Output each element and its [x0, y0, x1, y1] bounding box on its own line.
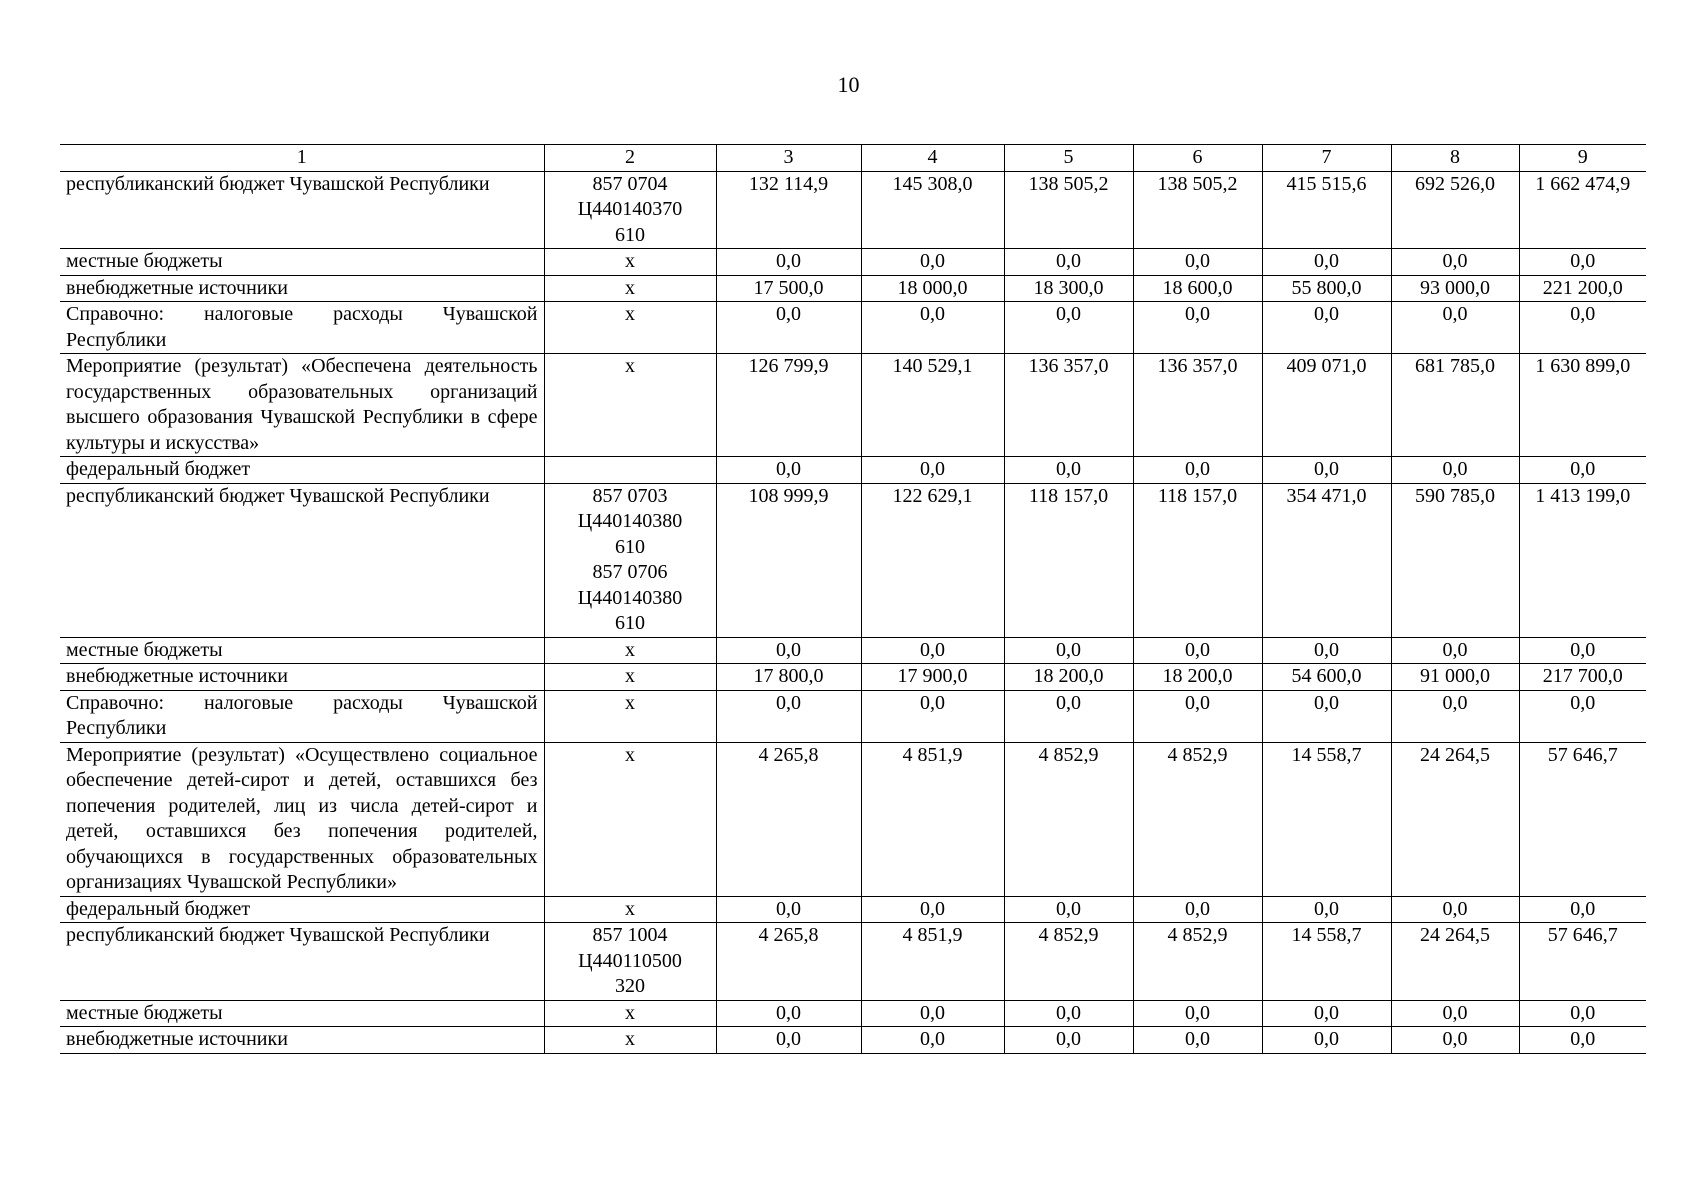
- column-header: 2: [544, 145, 716, 172]
- budget-code-line: 320: [615, 975, 645, 997]
- budget-code-cell: [544, 457, 716, 484]
- row-name: внебюджетные источники: [60, 275, 544, 302]
- row-name: Мероприятие (результат) «Обеспечена деятельность государственных образовательных организаций высшего образования Чувашской Республики в сфере культуры и искусства»: [60, 354, 544, 457]
- value-cell: 4 852,9: [1004, 923, 1133, 1001]
- value-cell: 108 999,9: [716, 483, 861, 637]
- budget-code-line: 610: [615, 612, 645, 634]
- table-body: [60, 145, 1646, 1054]
- table-row: [60, 483, 1646, 637]
- value-cell: 0,0: [1262, 637, 1391, 664]
- value-cell: 0,0: [1519, 1000, 1646, 1027]
- table-row: [60, 457, 1646, 484]
- value-cell: 0,0: [1262, 690, 1391, 742]
- column-header: 7: [1262, 145, 1391, 172]
- column-header: 5: [1004, 145, 1133, 172]
- budget-code-line: х: [625, 250, 635, 272]
- value-cell: 122 629,1: [861, 483, 1004, 637]
- column-header: 3: [716, 145, 861, 172]
- value-cell: 18 000,0: [861, 275, 1004, 302]
- value-cell: 0,0: [1133, 1000, 1262, 1027]
- page-number: 10: [837, 72, 860, 97]
- value-cell: 0,0: [861, 1027, 1004, 1054]
- row-name: местные бюджеты: [60, 637, 544, 664]
- value-cell: 18 200,0: [1133, 664, 1262, 691]
- value-cell: 18 300,0: [1004, 275, 1133, 302]
- table-row: [60, 742, 1646, 896]
- value-cell: 0,0: [1133, 249, 1262, 276]
- budget-code-line: х: [625, 665, 635, 687]
- value-cell: 136 357,0: [1004, 354, 1133, 457]
- value-cell: 0,0: [1519, 249, 1646, 276]
- table-row: [60, 171, 1646, 249]
- row-name: федеральный бюджет: [60, 896, 544, 923]
- value-cell: 4 265,8: [716, 742, 861, 896]
- value-cell: 0,0: [1519, 896, 1646, 923]
- row-name: республиканский бюджет Чувашской Республики: [60, 171, 544, 249]
- value-cell: 0,0: [1262, 896, 1391, 923]
- value-cell: 0,0: [861, 249, 1004, 276]
- budget-table: [60, 144, 1646, 1054]
- value-cell: 0,0: [716, 690, 861, 742]
- value-cell: 1 662 474,9: [1519, 171, 1646, 249]
- value-cell: 91 000,0: [1391, 664, 1519, 691]
- value-cell: 0,0: [1004, 302, 1133, 354]
- column-header: 8: [1391, 145, 1519, 172]
- budget-code-cell: [544, 896, 716, 923]
- value-cell: 0,0: [1004, 1027, 1133, 1054]
- budget-code-cell: [544, 275, 716, 302]
- value-cell: 0,0: [716, 1000, 861, 1027]
- value-cell: 0,0: [861, 690, 1004, 742]
- value-cell: 126 799,9: [716, 354, 861, 457]
- table-row: [60, 249, 1646, 276]
- value-cell: 4 851,9: [861, 923, 1004, 1001]
- value-cell: 0,0: [716, 896, 861, 923]
- value-cell: 0,0: [1391, 637, 1519, 664]
- value-cell: 0,0: [1133, 896, 1262, 923]
- value-cell: 17 800,0: [716, 664, 861, 691]
- value-cell: 1 630 899,0: [1519, 354, 1646, 457]
- budget-code-line: 857 0706: [592, 561, 668, 583]
- value-cell: 0,0: [716, 637, 861, 664]
- value-cell: 0,0: [1391, 1027, 1519, 1054]
- value-cell: 18 200,0: [1004, 664, 1133, 691]
- value-cell: 0,0: [1519, 457, 1646, 484]
- value-cell: 0,0: [861, 637, 1004, 664]
- budget-code-cell: [544, 1027, 716, 1054]
- value-cell: 0,0: [861, 896, 1004, 923]
- value-cell: 0,0: [1262, 1027, 1391, 1054]
- budget-code-line: х: [625, 897, 635, 920]
- table-row: [60, 923, 1646, 1001]
- budget-code-line: 857 0704: [592, 172, 668, 195]
- table-row: [60, 690, 1646, 742]
- budget-code-cell: [544, 483, 716, 637]
- value-cell: 1 413 199,0: [1519, 483, 1646, 637]
- budget-code-line: Ц440140380: [577, 586, 683, 609]
- value-cell: 140 529,1: [861, 354, 1004, 457]
- budget-code-line: х: [625, 276, 635, 299]
- value-cell: 24 264,5: [1391, 923, 1519, 1001]
- budget-code-cell: [544, 1000, 716, 1027]
- value-cell: 0,0: [716, 1027, 861, 1054]
- budget-code-line: х: [625, 691, 635, 714]
- table-row: [60, 664, 1646, 691]
- budget-code-cell: [544, 637, 716, 664]
- value-cell: 118 157,0: [1004, 483, 1133, 637]
- value-cell: 0,0: [1262, 1000, 1391, 1027]
- value-cell: 93 000,0: [1391, 275, 1519, 302]
- row-name: Мероприятие (результат) «Осуществлено социальное обеспечение детей-сирот и детей, оставшихся без попечения родителей, лиц из числа детей-сирот и детей, оставшихся без попечения родителей, обучающихся в государственных образовательных организациях Чувашской Республики»: [60, 742, 544, 896]
- budget-code-line: х: [625, 303, 635, 325]
- value-cell: 0,0: [861, 1000, 1004, 1027]
- value-cell: 0,0: [1391, 457, 1519, 484]
- value-cell: 14 558,7: [1262, 742, 1391, 896]
- value-cell: 24 264,5: [1391, 742, 1519, 896]
- value-cell: 136 357,0: [1133, 354, 1262, 457]
- value-cell: 692 526,0: [1391, 171, 1519, 249]
- row-name: внебюджетные источники: [60, 1027, 544, 1054]
- value-cell: 681 785,0: [1391, 354, 1519, 457]
- row-name: республиканский бюджет Чувашской Республики: [60, 923, 544, 1001]
- value-cell: 0,0: [1004, 690, 1133, 742]
- value-cell: 0,0: [1519, 637, 1646, 664]
- budget-code-line: х: [625, 638, 635, 661]
- value-cell: 18 600,0: [1133, 275, 1262, 302]
- value-cell: 0,0: [716, 457, 861, 484]
- value-cell: 138 505,2: [1004, 171, 1133, 249]
- value-cell: 145 308,0: [861, 171, 1004, 249]
- value-cell: 0,0: [716, 249, 861, 276]
- budget-code-line: 610: [615, 535, 645, 558]
- row-name: местные бюджеты: [60, 249, 544, 276]
- value-cell: 0,0: [861, 302, 1004, 354]
- row-name: республиканский бюджет Чувашской Республики: [60, 483, 544, 637]
- value-cell: 0,0: [1391, 249, 1519, 276]
- budget-code-cell: [544, 249, 716, 276]
- value-cell: 4 265,8: [716, 923, 861, 1001]
- budget-code-line: х: [625, 1028, 635, 1050]
- table-row: [60, 302, 1646, 354]
- value-cell: 17 500,0: [716, 275, 861, 302]
- table-row: [60, 896, 1646, 923]
- budget-code-cell: [544, 690, 716, 742]
- value-cell: 0,0: [1519, 302, 1646, 354]
- value-cell: 0,0: [1262, 302, 1391, 354]
- value-cell: 57 646,7: [1519, 923, 1646, 1001]
- budget-code-line: 857 0703: [592, 484, 668, 507]
- budget-code-line: 857 1004: [592, 924, 668, 946]
- table-row: [60, 1000, 1646, 1027]
- value-cell: 0,0: [1004, 896, 1133, 923]
- value-cell: 0,0: [1391, 690, 1519, 742]
- value-cell: 54 600,0: [1262, 664, 1391, 691]
- value-cell: 0,0: [861, 457, 1004, 484]
- value-cell: 0,0: [1391, 896, 1519, 923]
- value-cell: 17 900,0: [861, 664, 1004, 691]
- value-cell: 0,0: [1133, 457, 1262, 484]
- value-cell: 0,0: [1262, 249, 1391, 276]
- column-header: 4: [861, 145, 1004, 172]
- value-cell: 0,0: [1133, 690, 1262, 742]
- value-cell: 0,0: [1391, 1000, 1519, 1027]
- value-cell: 132 114,9: [716, 171, 861, 249]
- table-row: [60, 354, 1646, 457]
- header-row: [60, 145, 1646, 172]
- value-cell: 138 505,2: [1133, 171, 1262, 249]
- budget-code-cell: [544, 923, 716, 1001]
- value-cell: 0,0: [1133, 637, 1262, 664]
- row-name: Справочно: налоговые расходы Чувашской Республики: [60, 302, 544, 354]
- value-cell: 118 157,0: [1133, 483, 1262, 637]
- value-cell: 14 558,7: [1262, 923, 1391, 1001]
- budget-code-line: х: [625, 355, 635, 377]
- budget-code-line: х: [625, 1001, 635, 1024]
- value-cell: 0,0: [1004, 637, 1133, 664]
- value-cell: 0,0: [1519, 690, 1646, 742]
- budget-code-cell: [544, 742, 716, 896]
- value-cell: 4 851,9: [861, 742, 1004, 896]
- value-cell: 221 200,0: [1519, 275, 1646, 302]
- value-cell: 415 515,6: [1262, 171, 1391, 249]
- value-cell: 0,0: [1004, 249, 1133, 276]
- column-header: 6: [1133, 145, 1262, 172]
- value-cell: 0,0: [1262, 457, 1391, 484]
- value-cell: 0,0: [716, 302, 861, 354]
- budget-code-cell: [544, 354, 716, 457]
- value-cell: 409 071,0: [1262, 354, 1391, 457]
- value-cell: 57 646,7: [1519, 742, 1646, 896]
- row-name: федеральный бюджет: [60, 457, 544, 484]
- row-name: внебюджетные источники: [60, 664, 544, 691]
- budget-code-line: Ц440110500: [578, 949, 682, 972]
- budget-code-line: х: [625, 743, 635, 766]
- row-name: Справочно: налоговые расходы Чувашской Республики: [60, 690, 544, 742]
- value-cell: 4 852,9: [1133, 742, 1262, 896]
- table-row: [60, 275, 1646, 302]
- budget-code-cell: [544, 171, 716, 249]
- value-cell: 217 700,0: [1519, 664, 1646, 691]
- value-cell: 4 852,9: [1133, 923, 1262, 1001]
- column-header: 1: [60, 145, 544, 172]
- value-cell: 0,0: [1004, 457, 1133, 484]
- budget-code-line: Ц440140380: [577, 510, 683, 532]
- budget-code-line: Ц440140370: [577, 198, 683, 220]
- row-name: местные бюджеты: [60, 1000, 544, 1027]
- table-row: [60, 637, 1646, 664]
- value-cell: 0,0: [1004, 1000, 1133, 1027]
- budget-code-cell: [544, 664, 716, 691]
- table-row: [60, 1027, 1646, 1054]
- value-cell: 590 785,0: [1391, 483, 1519, 637]
- value-cell: 0,0: [1133, 302, 1262, 354]
- value-cell: 0,0: [1519, 1027, 1646, 1054]
- budget-code-line: 610: [615, 223, 645, 246]
- column-header: 9: [1519, 145, 1646, 172]
- value-cell: 354 471,0: [1262, 483, 1391, 637]
- value-cell: 4 852,9: [1004, 742, 1133, 896]
- value-cell: 0,0: [1133, 1027, 1262, 1054]
- value-cell: 0,0: [1391, 302, 1519, 354]
- value-cell: 55 800,0: [1262, 275, 1391, 302]
- budget-code-cell: [544, 302, 716, 354]
